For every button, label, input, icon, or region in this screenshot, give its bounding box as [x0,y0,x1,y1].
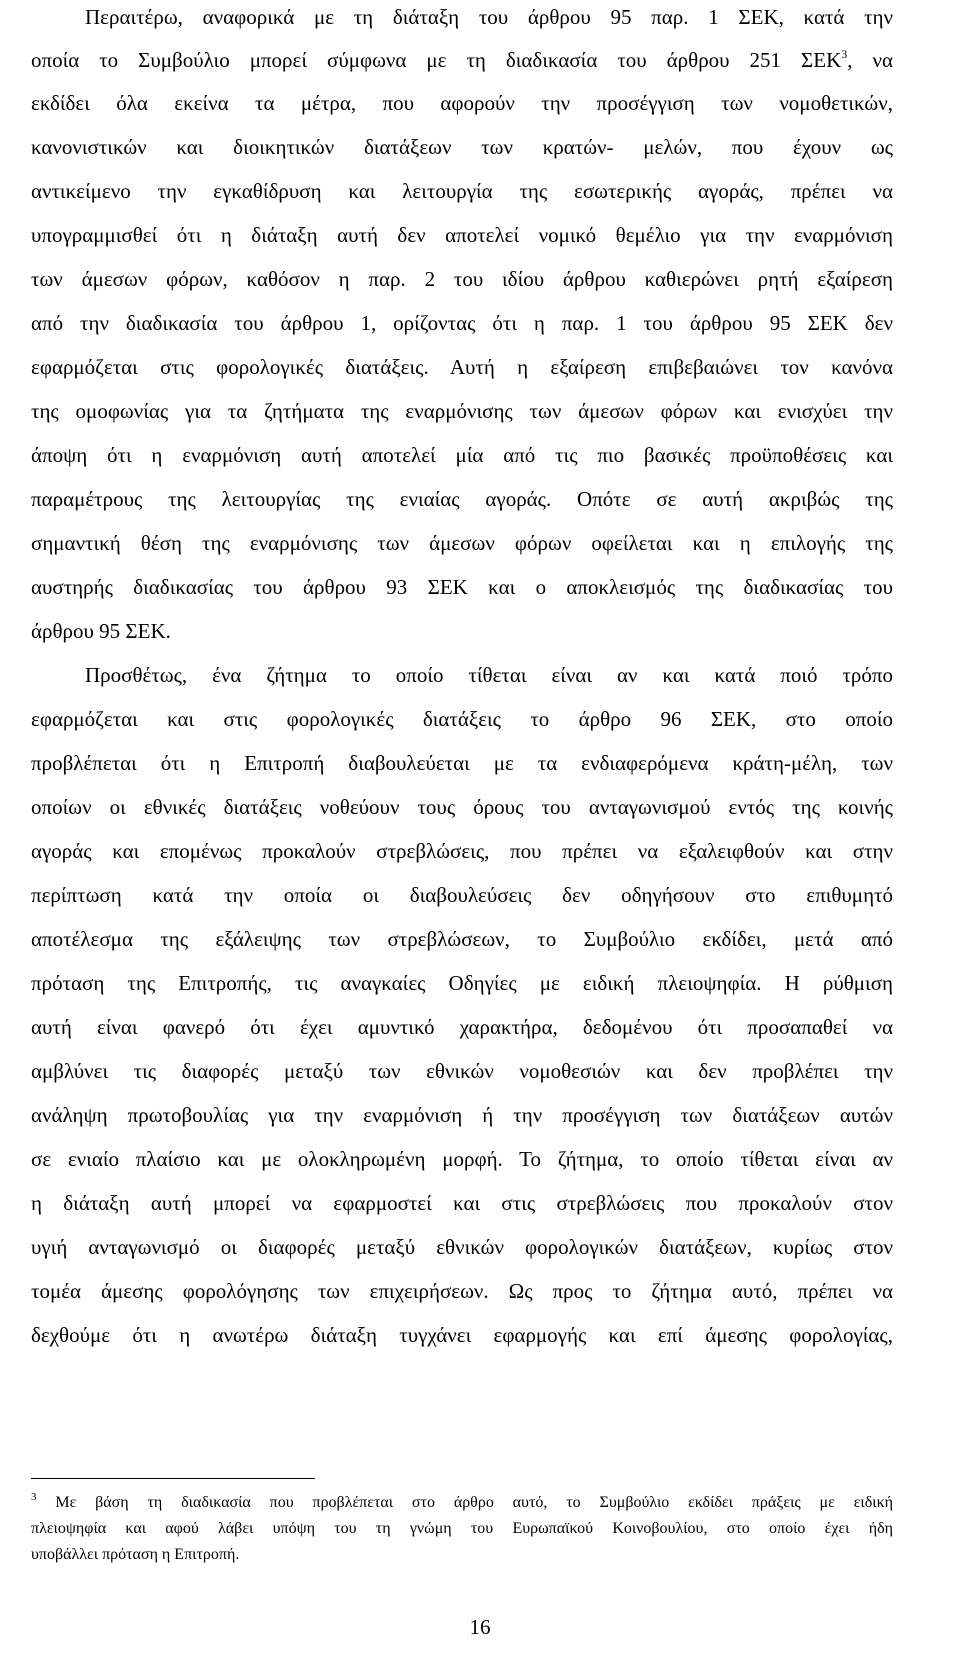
text-line: η διάταξη αυτή μπορεί να εφαρμοστεί και στις στρεβλώσεις που προκαλούν στον [31,1191,893,1215]
text-line: αντικείμενο την εγκαθίδρυση και λειτουργία της εσωτερικής αγοράς, πρέπει να [31,179,893,203]
text-line: Περαιτέρω, αναφορικά με τη διάταξη του άρθρου 95 παρ. 1 ΣΕΚ, κατά την [85,5,893,29]
text-line: Προσθέτως, ένα ζήτημα το οποίο τίθεται είναι αν και κατά ποιό τρόπο [85,663,893,687]
text-line: αποτέλεσμα της εξάλειψης των στρεβλώσεων, το Συμβούλιο εκδίδει, μετά από [31,927,893,951]
text-line: εκδίδει όλα εκείνα τα μέτρα, που αφορούν την προσέγγιση των νομοθετικών, [31,91,893,115]
footnote-line [31,1493,893,1513]
footnote-number: 3 [31,1491,37,1503]
text-line: τομέα άμεσης φορολόγησης των επιχειρήσεων. Ως προς το ζήτημα αυτό, πρέπει να [31,1279,893,1303]
text-line: εφαρμόζεται στις φορολογικές διατάξεις. Αυτή η εξαίρεση επιβεβαιώνει τον κανόνα [31,355,893,379]
text-line: αυστηρής διαδικασίας του άρθρου 93 ΣΕΚ και ο αποκλεισμός της διαδικασίας του [31,575,893,599]
text-line [31,47,893,73]
text-line: άρθρου 95 ΣΕΚ. [31,619,171,643]
text-line: παραμέτρους της λειτουργίας της ενιαίας αγοράς. Οπότε σε αυτή ακριβώς της [31,487,893,511]
text-line: από την διαδικασία του άρθρου 1, ορίζοντας ότι η παρ. 1 του άρθρου 95 ΣΕΚ δεν [31,311,893,335]
text-line: δεχθούμε ότι η ανωτέρω διάταξη τυγχάνει εφαρμογής και επί άμεσης φορολογίας, [31,1323,893,1347]
text-line: κανονιστικών και διοικητικών διατάξεων των κρατών- μελών, που έχουν ως [31,135,893,159]
text-line: εφαρμόζεται και στις φορολογικές διατάξεις το άρθρο 96 ΣΕΚ, στο οποίο [31,707,893,731]
text-line: πρόταση της Επιτροπής, τις αναγκαίες Οδηγίες με ειδική πλειοψηφία. Η ρύθμιση [31,971,893,995]
text-line: των άμεσων φόρων, καθόσον η παρ. 2 του ιδίου άρθρου καθιερώνει ρητή εξαίρεση [31,267,893,291]
text-line: της ομοφωνίας για τα ζητήματα της εναρμόνισης των άμεσων φόρων και ενισχύει την [31,399,893,423]
text-line: προβλέπεται ότι η Επιτροπή διαβουλεύεται με τα ενδιαφερόμενα κράτη-μέλη, των [31,751,893,775]
text-line: αμβλύνει τις διαφορές μεταξύ των εθνικών νομοθεσιών και δεν προβλέπει την [31,1059,893,1083]
text-segment: , να [847,48,894,72]
text-line: υγιή ανταγωνισμό οι διαφορές μεταξύ εθνικών φορολογικών διατάξεων, κυρίως στον [31,1235,893,1259]
text-line: οποίων οι εθνικές διατάξεις νοθεύουν τους όρους του ανταγωνισμού εντός της κοινής [31,795,893,819]
text-line: αυτή είναι φανερό ότι έχει αμυντικό χαρακτήρα, δεδομένου ότι προσαπαθεί να [31,1015,893,1039]
text-line: άποψη ότι η εναρμόνιση αυτή αποτελεί μία από τις πιο βασικές προϋποθέσεις και [31,443,893,467]
footnote-text: Με βάση τη διαδικασία που προβλέπεται στο άρθρο αυτό, το Συμβούλιο εκδίδει πράξεις με ειδική [36,1494,893,1511]
footnote-line: πλειοψηφία και αφού λάβει υπόψη του τη γνώμη του Ευρωπαϊκού Κοινοβουλίου, στο οποίο έχει ήδη [31,1520,893,1537]
footnote-separator [31,1478,315,1479]
footnote-line: υποβάλλει πρόταση η Επιτροπή. [31,1546,240,1563]
text-line: αγοράς και επομένως προκαλούν στρεβλώσεις, που πρέπει να εξαλειφθούν και στην [31,839,893,863]
page-number: 16 [469,1615,491,1639]
text-line: ανάληψη πρωτοβουλίας για την εναρμόνιση ή την προσέγγιση των διατάξεων αυτών [31,1103,893,1127]
text-line: υπογραμμισθεί ότι η διάταξη αυτή δεν αποτελεί νομικό θεμέλιο για την εναρμόνιση [31,223,893,247]
text-line: σε ενιαίο πλαίσιο και με ολοκληρωμένη μορφή. Το ζήτημα, το οποίο τίθεται είναι αν [31,1147,893,1171]
text-line: περίπτωση κατά την οποία οι διαβουλεύσεις δεν οδηγήσουν στο επιθυμητό [31,883,893,907]
footnote-reference: 3 [841,47,848,61]
text-segment: οποία το Συμβούλιο μπορεί σύμφωνα με τη διαδικασία του άρθρου 251 ΣΕΚ [31,48,842,72]
text-line: σημαντική θέση της εναρμόνισης των άμεσων φόρων οφείλεται και η επιλογής της [31,531,893,555]
